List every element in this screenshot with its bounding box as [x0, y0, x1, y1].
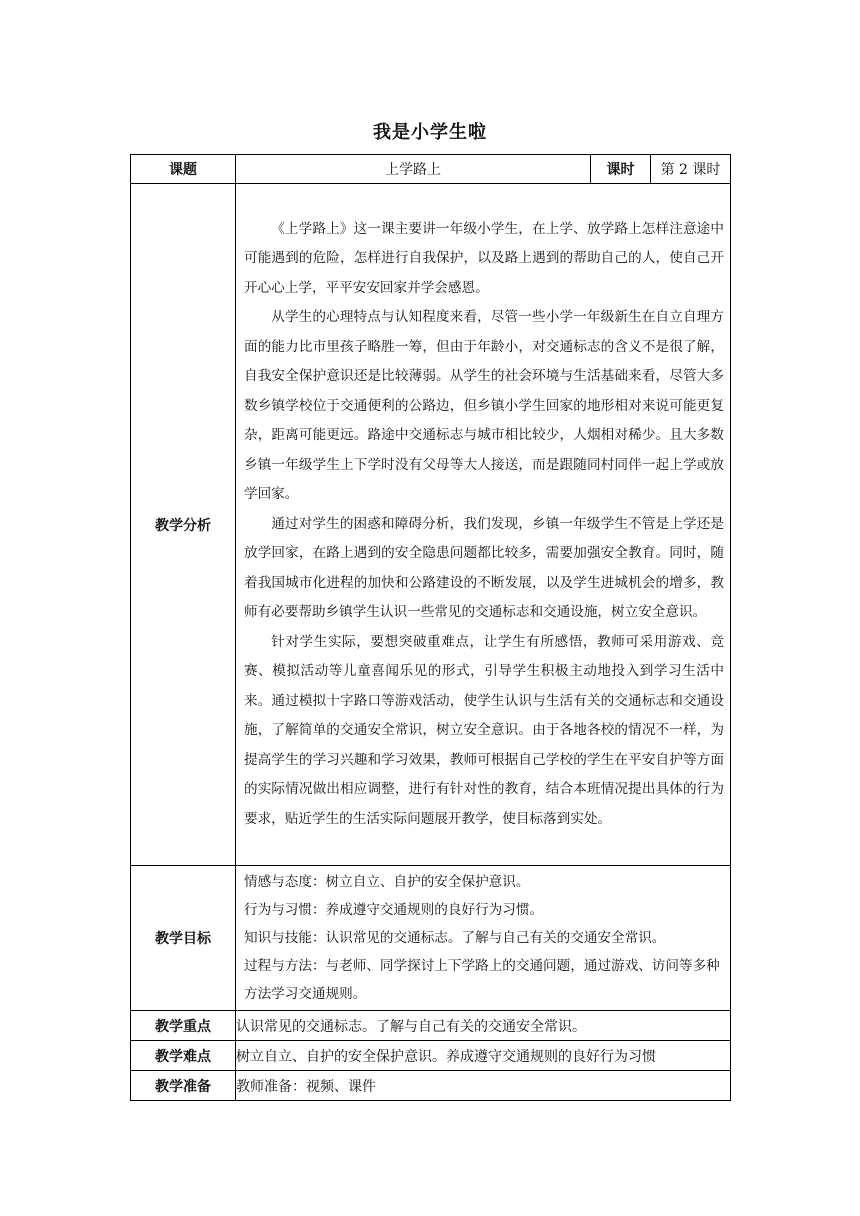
analysis-paragraph: 通过对学生的困惑和障碍分析，我们发现，乡镇一年级学生不管是上学还是放学回家，在路上遇到的安全隐患问题都比较多，需要加强安全教育。同时，随着我国城市化进程的加快和公路建设的不断发展，以及学生进城机会的增多，教师有必要帮助乡镇学生认识一些常见的交通标志和交通设施，树立安全意识。: [244, 515, 724, 621]
goals-label: 教学目标: [131, 866, 236, 1011]
difficulties-row: [131, 1041, 731, 1071]
analysis-paragraph: 针对学生实际，要想突破重难点，让学生有所感悟，教师可采用游戏、竞赛、模拟活动等儿童喜闻乐见的形式，引导学生积极主动地投入到学习生活中来。通过模拟十字路口等游戏活动，使学生认识与生活有关的交通标志和交通设施，了解简单的交通安全常识，树立安全意识。由于各地各校的情况不一样，为提高学生的学习兴趣和学习效果，教师可根据自己学校的学生在平安自护等方面的实际情况做出相应调整，进行有针对性的教育，结合本班情况提出具体的行为要求，贴近学生的生活实际问题展开教学，使目标落到实处。: [244, 633, 724, 827]
preparation-value: 教师准备：视频、课件: [236, 1071, 731, 1101]
goal-item: 过程与方法：与老师、同学探讨上下学路上的交通问题，通过游戏、访问等多种方法学习交通规则。: [244, 958, 720, 1002]
analysis-content: [236, 184, 731, 866]
difficulties-label: 教学难点: [131, 1041, 236, 1071]
analysis-row: [131, 184, 731, 866]
topic-value: 上学路上: [236, 155, 591, 184]
key-points-row: [131, 1011, 731, 1041]
analysis-paragraph: 从学生的心理特点与认知程度来看，尽管一些小学一年级新生在自立自理方面的能力比市里孩子略胜一筹，但由于年龄小，对交通标志的含义不是很了解，自我安全保护意识还是比较薄弱。从学生的社会环境与生活基础来看，尽管大多数乡镇学校位于交通便利的公路边，但乡镇小学生回家的地形相对来说可能更复杂，距离可能更远。路途中交通标志与城市相比较少，人烟相对稀少。且大多数乡镇一年级学生上下学时没有父母等大人接送，而是跟随同村同伴一起上学或放学回家。: [244, 309, 724, 503]
topic-label: 课题: [131, 155, 236, 184]
page-title: 我是小学生啦: [373, 122, 487, 143]
analysis-paragraph: 《上学路上》这一课主要讲一年级小学生，在上学、放学路上怎样注意途中可能遇到的危险，怎样进行自我保护，以及路上遇到的帮助自己的人，使自己开开心心上学，平平安安回家并学会感恩。: [244, 220, 724, 296]
goal-item: 知识与技能：认识常见的交通标志。了解与自己有关的交通安全常识。: [244, 930, 666, 946]
goals-row: [131, 866, 731, 1011]
lesson-plan-table: [130, 154, 731, 1101]
period-value: 第 2 课时: [651, 155, 731, 184]
goal-item: 情感与态度：树立自立、自护的安全保护意识。: [244, 874, 530, 890]
topic-row: [131, 155, 731, 184]
key-points-value: 认识常见的交通标志。了解与自己有关的交通安全常识。: [236, 1011, 731, 1041]
period-label: 课时: [591, 155, 651, 184]
goals-content: [236, 866, 731, 1011]
preparation-label: 教学准备: [131, 1071, 236, 1101]
difficulties-value: 树立自立、自护的安全保护意识。养成遵守交通规则的良好行为习惯: [236, 1041, 731, 1071]
key-points-label: 教学重点: [131, 1011, 236, 1041]
goal-item: 行为与习惯：养成遵守交通规则的良好行为习惯。: [244, 902, 544, 918]
analysis-label: 教学分析: [131, 184, 236, 866]
preparation-row: [131, 1071, 731, 1101]
